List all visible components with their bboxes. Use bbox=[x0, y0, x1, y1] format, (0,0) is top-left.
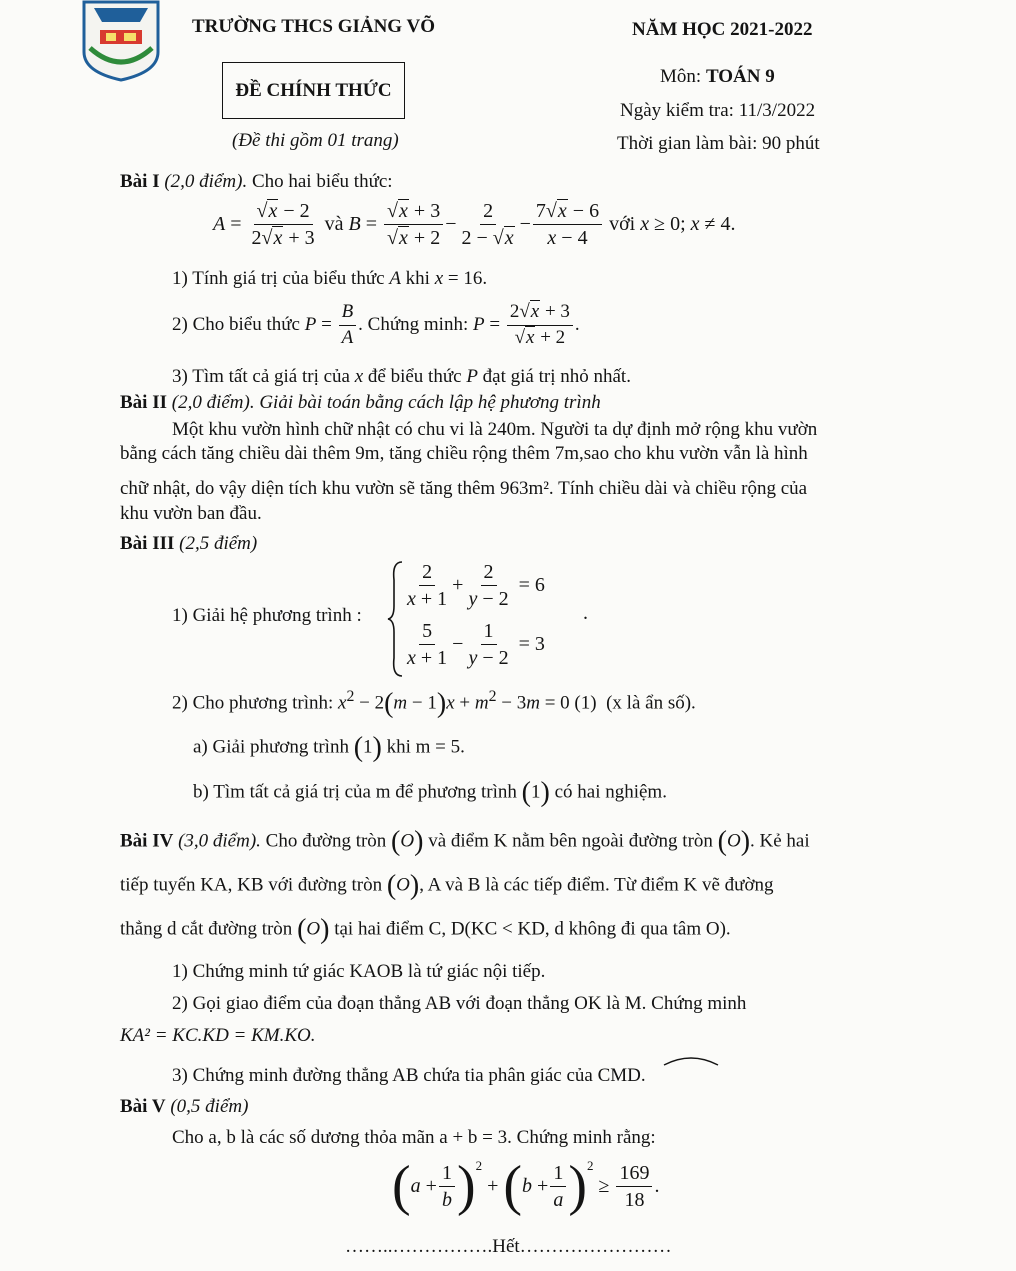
bai5-title: Bài V bbox=[120, 1096, 166, 1117]
bai2-line4: khu vườn ban đầu. bbox=[120, 503, 262, 524]
bai4-title: Bài IV bbox=[120, 830, 174, 852]
bai2-line3: chữ nhật, do vậy diện tích khu vườn sẽ tăng thêm 963m². Tính chiều dài và chiều rộng của bbox=[120, 478, 808, 499]
bai3-q1: 1) Giải hệ phương trình : bbox=[172, 605, 362, 626]
bai5-inequality: ( a + $\frac{1}{b}$ ) $^2$ + ( b + $\frac{1}{a}$ ) $^2$ ≥ $\frac{169}{18}$ . bbox=[392, 1155, 660, 1217]
bai1-points: (2,0 điểm). bbox=[164, 171, 248, 192]
angle-arc bbox=[662, 1053, 720, 1067]
system-eq2: $\frac{5}{x + 1}$ − $\frac{1}{y - 2}$ = 3 bbox=[407, 620, 545, 669]
bai3-heading bbox=[120, 533, 257, 555]
exam-date: Ngày kiểm tra: 11/3/2022 bbox=[620, 100, 816, 121]
bai1-intro: Cho hai biểu thức: bbox=[251, 171, 393, 192]
system-eq1: $\frac{2}{x + 1}$ + $\frac{2}{y - 2}$ = 6 bbox=[407, 561, 545, 610]
school-logo bbox=[80, 0, 162, 82]
bai4-q1: 1) Chứng minh tứ giác KAOB là tứ giác nội tiếp. bbox=[172, 961, 546, 982]
bai2-title: Bài II bbox=[120, 392, 167, 413]
bai4-q2b: KA² = KC.KD = KM.KO. bbox=[120, 1025, 316, 1046]
bai3-q2: 2) Cho phương trình: $x^2 - 2(m - 1)x + m^2 - 3m = 0$ (1) (x là ẩn số). bbox=[172, 688, 696, 719]
bai4-line2: tiếp tuyến KA, KB với đường tròn (O), A và B là các tiếp điểm. Từ điểm K vẽ đường bbox=[120, 870, 774, 901]
bai3-qb: b) Tìm tất cả giá trị của m để phương trình (1) có hai nghiệm. bbox=[193, 777, 667, 808]
end-marker: ……..…………….Hết…………………… bbox=[345, 1236, 672, 1257]
subject-line bbox=[660, 66, 775, 88]
bai1-title: Bài I bbox=[120, 171, 160, 192]
bai1-q2: 2) Cho biểu thức P = $\frac{B}{A}$ . Chứng minh: P = $\frac{2√x + 3}{√x + 2}$ . bbox=[172, 301, 580, 348]
bai5-heading bbox=[120, 1096, 248, 1118]
subject-label: Môn: bbox=[660, 66, 702, 87]
bai5-line1: Cho a, b là các số dương thỏa mãn a + b = 3. Chứng minh rằng: bbox=[172, 1127, 656, 1148]
subject-name: TOÁN 9 bbox=[705, 66, 775, 87]
bai4-line3: thẳng d cắt đường tròn (O) tại hai điểm C, D(KC < KD, d không đi qua tâm O). bbox=[120, 914, 731, 945]
bai4-q3: 3) Chứng minh đường thẳng AB chứa tia phân giác của CMD. bbox=[172, 1065, 646, 1086]
bai3-points: (2,5 điểm) bbox=[179, 533, 258, 554]
bai2-heading bbox=[120, 392, 601, 414]
bai1-heading bbox=[120, 171, 393, 193]
pages-note: (Đề thi gồm 01 trang) bbox=[232, 130, 399, 151]
bai5-points: (0,5 điểm) bbox=[170, 1096, 249, 1117]
bai2-line1: Một khu vườn hình chữ nhật có chu vi là 240m. Người ta dự định mở rộng khu vườn bbox=[172, 419, 818, 440]
bai2-line2: bằng cách tăng chiều dài thêm 9m, tăng chiều rộng thêm 7m,sao cho khu vườn vẫn là hình bbox=[120, 443, 808, 464]
bai1-q3: 3) Tìm tất cả giá trị của x để biểu thức P đạt giá trị nhỏ nhất. bbox=[172, 366, 631, 387]
bai4-points: (3,0 điểm). bbox=[178, 830, 261, 852]
system-dot: . bbox=[583, 602, 588, 624]
bai1-q1: 1) Tính giá trị của biểu thức A khi x = 16. bbox=[172, 268, 488, 289]
bai4-line1: Bài IV (3,0 điểm). Cho đường tròn (O) và điểm K nằm bên ngoài đường tròn (O). Kẻ hai bbox=[120, 826, 810, 857]
school-year: NĂM HỌC 2021-2022 bbox=[632, 19, 813, 40]
bai3-qa: a) Giải phương trình (1) khi m = 5. bbox=[193, 732, 465, 763]
school-name: TRƯỜNG THCS GIẢNG VÕ bbox=[192, 16, 435, 37]
bai2-points: (2,0 điểm). Giải bài toán bằng cách lập hệ phương trình bbox=[171, 392, 601, 413]
official-exam-box: ĐỀ CHÍNH THỨC bbox=[222, 62, 405, 119]
bai4-q2: 2) Gọi giao điểm của đoạn thẳng AB với đoạn thẳng OK là M. Chứng minh bbox=[172, 993, 747, 1014]
bai1-expressions: A = $\frac{√x - 2}{2√x + 3}$ và B = $\frac{√x + 3}{√x + 2}$ − $\frac{2}{2 - √x}$ − $\frac{7√x - 6}{x - 4}$ với x ≥ 0; x ≠ 4. bbox=[213, 200, 736, 249]
exam-duration: Thời gian làm bài: 90 phút bbox=[617, 133, 820, 154]
bai3-title: Bài III bbox=[120, 533, 175, 554]
